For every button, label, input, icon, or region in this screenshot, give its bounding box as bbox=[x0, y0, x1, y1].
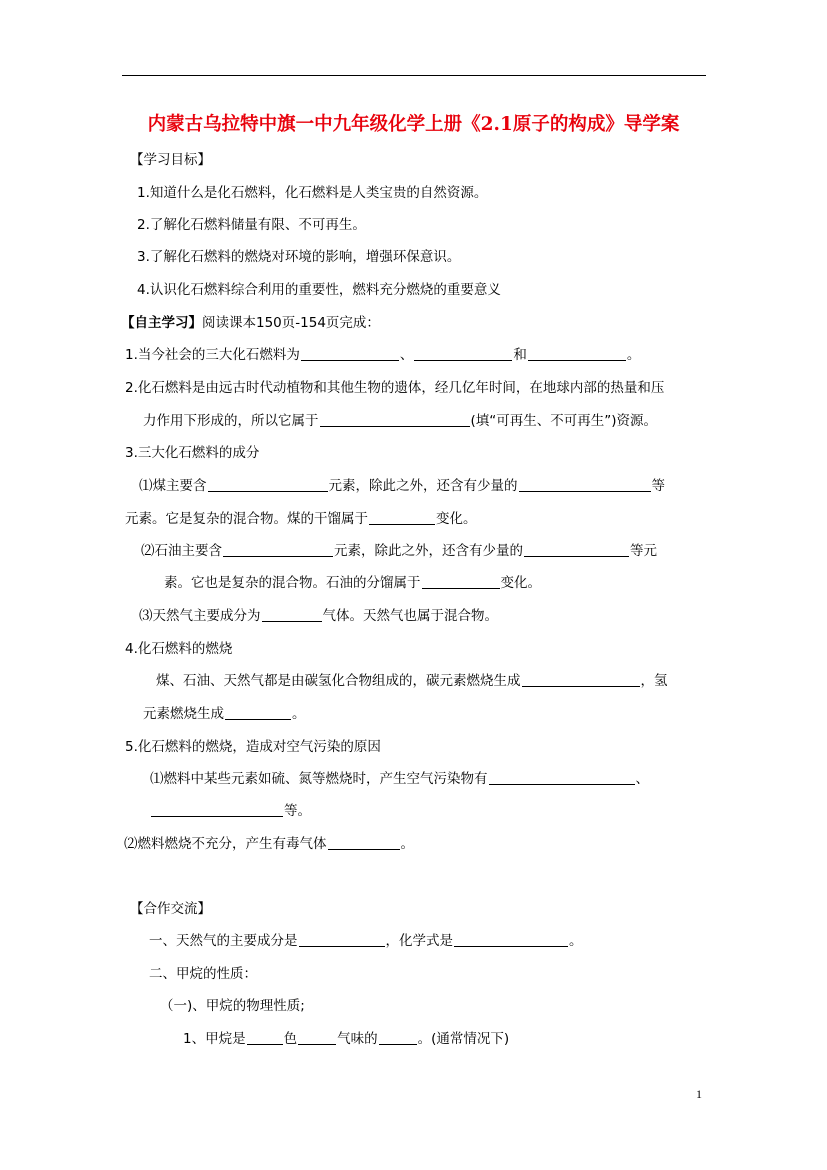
q3-oil-blank-3[interactable] bbox=[422, 574, 500, 589]
cooperation-heading: 【合作交流】 bbox=[130, 901, 211, 917]
goal-item-4: 4.认识化石燃料综合利用的重要性，燃料充分燃烧的重要意义 bbox=[137, 282, 501, 298]
coop-l4-text-d: 。(通常情况下) bbox=[417, 1031, 510, 1047]
q1-text: 1.当今社会的三大化石燃料为 bbox=[125, 347, 300, 363]
coop-l1-text-c: 。 bbox=[569, 933, 583, 949]
q3-coal-blank-3[interactable] bbox=[369, 510, 435, 525]
q5-line-3 bbox=[124, 834, 414, 854]
question-5-heading: 5.化石燃料的燃烧，造成对空气污染的原因 bbox=[125, 739, 381, 755]
self-study-header bbox=[121, 313, 380, 333]
q2-text: 力作用下形成的，所以它属于 bbox=[143, 413, 319, 429]
question-3-heading: 3.三大化石燃料的成分 bbox=[125, 445, 260, 461]
q3-oil-blank-1[interactable] bbox=[223, 542, 333, 557]
q3-coal-text-c: 等 bbox=[651, 478, 665, 494]
q2-hint: (填“可再生、不可再生”)资源。 bbox=[470, 413, 658, 429]
question-2-line-2 bbox=[143, 411, 657, 431]
q1-blank-3[interactable] bbox=[528, 346, 626, 361]
question-1 bbox=[125, 345, 640, 365]
coop-line-2: 二、甲烷的性质： bbox=[149, 966, 257, 982]
q4-text-c: 元素燃烧生成 bbox=[143, 706, 224, 722]
q5-text-e: 。 bbox=[400, 836, 414, 852]
q5-line-1 bbox=[150, 769, 649, 789]
q3-oil-text-b: 元素，除此之外，还含有少量的 bbox=[334, 543, 523, 559]
q5-line-2 bbox=[150, 801, 311, 821]
self-study-heading: 【自主学习】 bbox=[121, 315, 202, 331]
q3-oil-blank-2[interactable] bbox=[524, 542, 629, 557]
q4-blank-1[interactable] bbox=[522, 672, 640, 687]
q3-oil2-text-b: 变化。 bbox=[500, 575, 541, 591]
q1-sep-2: 和 bbox=[513, 347, 527, 363]
q3-coal-blank-1[interactable] bbox=[208, 477, 328, 492]
q3-gas-blank[interactable] bbox=[262, 607, 322, 622]
document-title: 内蒙古乌拉特中旗一中九年级化学上册《2.1原子的构成》导学案 bbox=[147, 114, 680, 135]
self-study-intro: 阅读课本150页-154页完成： bbox=[202, 315, 380, 331]
goal-item-3: 3.了解化石燃料的燃烧对环境的影响，增强环保意识。 bbox=[137, 249, 461, 265]
coop-line-3: （一)、甲烷的物理性质; bbox=[160, 998, 305, 1014]
q3-oil-line-1 bbox=[141, 541, 657, 561]
q3-gas-text-b: 气体。天然气也属于混合物。 bbox=[322, 608, 498, 624]
coop-l1-blank-2[interactable] bbox=[454, 932, 568, 947]
coop-l4-blank-2[interactable] bbox=[298, 1030, 336, 1045]
goal-item-1: 1.知道什么是化石燃料，化石燃料是人类宝贵的自然资源。 bbox=[137, 185, 488, 201]
q3-coal-line-1 bbox=[139, 476, 665, 496]
q5-blank-2[interactable] bbox=[151, 802, 283, 817]
q3-coal-line-2 bbox=[125, 509, 477, 529]
q5-text-a: ⑴燃料中某些元素如硫、氮等燃烧时，产生空气污染物有 bbox=[150, 771, 488, 787]
q5-text-d: ⑵燃料燃烧不充分，产生有毒气体 bbox=[124, 836, 327, 852]
q2-blank[interactable] bbox=[320, 412, 470, 427]
coop-l4-text-a: 1、甲烷是 bbox=[183, 1031, 246, 1047]
coop-l1-text-a: 一、天然气的主要成分是 bbox=[149, 933, 298, 949]
q4-text-a: 煤、石油、天然气都是由碳氢化合物组成的，碳元素燃烧生成 bbox=[156, 673, 521, 689]
q4-text-d: 。 bbox=[292, 706, 306, 722]
q4-text-b: ，氢 bbox=[640, 673, 668, 689]
q3-oil-text-c: 等元 bbox=[630, 543, 657, 559]
q3-coal-text-b: 元素，除此之外，还含有少量的 bbox=[328, 478, 518, 494]
q3-oil-text-a: ⑵石油主要含 bbox=[141, 543, 222, 559]
coop-l4-blank-1[interactable] bbox=[247, 1030, 283, 1045]
q1-end: 。 bbox=[626, 347, 641, 363]
question-4-heading: 4.化石燃料的燃烧 bbox=[125, 641, 233, 657]
q3-coal-text-a: ⑴煤主要含 bbox=[139, 478, 207, 494]
page-number: 1 bbox=[696, 1087, 702, 1101]
coop-l4-text-b: 色 bbox=[283, 1031, 298, 1047]
q3-coal2-text-a: 元素。它是复杂的混合物。煤的干馏属于 bbox=[125, 511, 368, 527]
q1-sep-1: 、 bbox=[399, 347, 414, 363]
header-rule bbox=[122, 75, 706, 76]
q5-blank-1[interactable] bbox=[489, 770, 635, 785]
q1-blank-2[interactable] bbox=[414, 346, 512, 361]
q3-oil-line-2 bbox=[164, 573, 541, 593]
question-2-line-1: 2.化石燃料是由远古时代动植物和其他生物的遗体，经几亿年时间，在地球内部的热量和压 bbox=[125, 380, 665, 396]
q5-blank-3[interactable] bbox=[328, 835, 400, 850]
q1-blank-1[interactable] bbox=[301, 346, 399, 361]
q3-coal-blank-2[interactable] bbox=[519, 477, 651, 492]
q5-text-c: 等。 bbox=[284, 803, 311, 819]
q3-coal2-text-b: 变化。 bbox=[436, 511, 477, 527]
goal-item-2: 2.了解化石燃料储量有限、不可再生。 bbox=[137, 217, 366, 233]
goals-heading: 【学习目标】 bbox=[130, 152, 211, 168]
q4-line-2 bbox=[143, 704, 306, 724]
coop-line-4 bbox=[183, 1029, 509, 1049]
coop-l1-text-b: ，化学式是 bbox=[385, 933, 453, 949]
coop-l4-text-c: 气味的 bbox=[337, 1031, 378, 1047]
q3-gas-text-a: ⑶天然气主要成分为 bbox=[139, 608, 261, 624]
q4-line-1 bbox=[156, 671, 668, 691]
q3-gas-line bbox=[139, 606, 498, 626]
q3-oil2-text-a: 素。它也是复杂的混合物。石油的分馏属于 bbox=[164, 575, 421, 591]
coop-line-1 bbox=[149, 931, 583, 951]
q5-text-b: 、 bbox=[635, 771, 649, 787]
coop-l4-blank-3[interactable] bbox=[379, 1030, 417, 1045]
coop-l1-blank-1[interactable] bbox=[299, 932, 385, 947]
q4-blank-2[interactable] bbox=[225, 705, 291, 720]
